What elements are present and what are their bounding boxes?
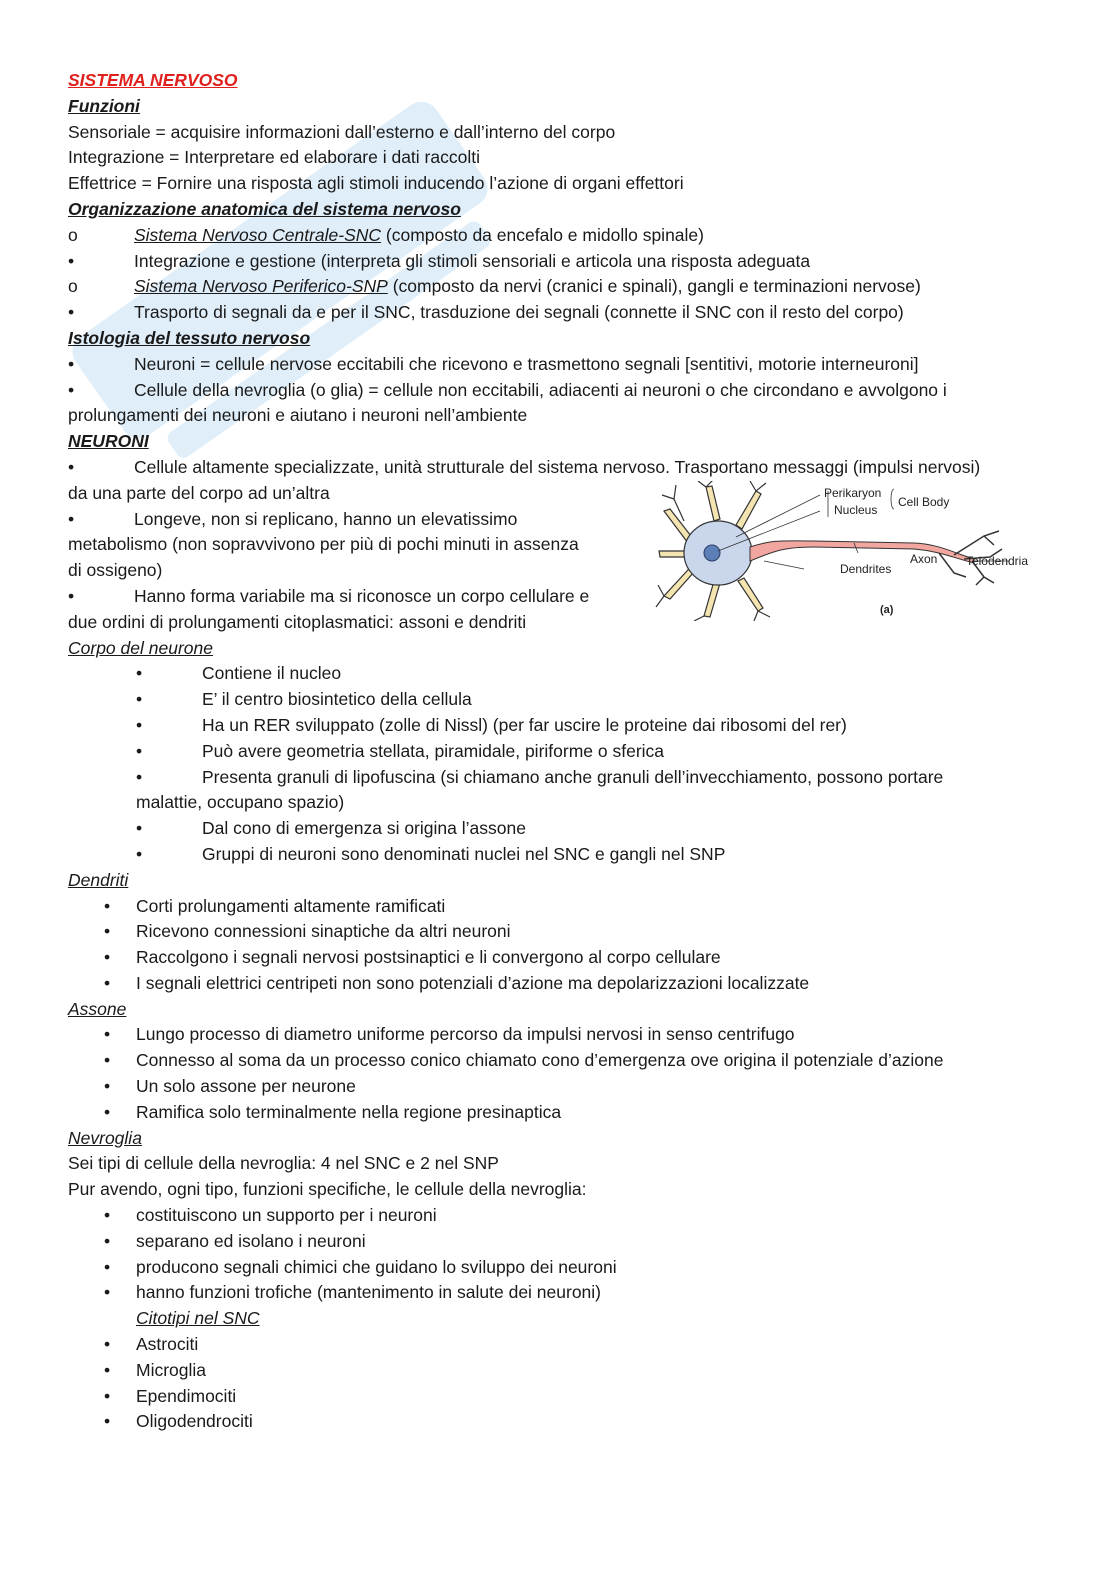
section-heading-neuroni: NEURONI [68,431,149,452]
bullet-marker: • [104,1256,111,1277]
list-item: • Cellule della nevroglia (o glia) = cellule non eccitabili, adiacenti ai neuroni o che circondano e avvolgono i [68,378,1058,404]
list-item: • Dal cono di emergenza si origina l’assone [68,816,1058,842]
text-line: Effettrice = Fornire una risposta agli stimoli inducendo l’azione di organi effettori [68,173,684,194]
bullet-marker: • [68,456,75,477]
bullet-marker: • [104,972,111,993]
list-item: • Hanno forma variabile ma si riconosce un corpo cellulare e [68,584,1058,610]
bullet-marker: • [68,302,75,323]
list-item: • Astrociti [68,1332,1058,1358]
list-item: • Lungo processo di diametro uniforme percorso da impulsi nervosi in senso centrifugo [68,1022,1058,1048]
neuron-diagram [654,481,1044,621]
text-line: da una parte del corpo ad un’altra [68,482,330,503]
bullet-marker: • [104,1205,111,1226]
list-item: o Sistema Nervoso Centrale-SNC (composto da encefalo e midollo spinale) [68,223,1058,249]
section-heading-dendriti: Dendriti [68,869,129,890]
bullet-marker: • [68,379,75,400]
list-item: • E’ il centro biosintetico della cellula [68,687,1058,713]
text-line: Pur avendo, ogni tipo, funzioni specifiche, le cellule della nevroglia: [68,1179,587,1200]
list-item: • Longeve, non si replicano, hanno un elevatissimo [68,507,1058,533]
text-line: malattie, occupano spazio) [136,792,345,813]
list-item: • Presenta granuli di lipofuscina (si chiamano anche granuli dell’invecchiamento, possono portare [68,765,1058,791]
bullet-marker: • [136,689,143,710]
list-item: • Integrazione e gestione (interpreta gli stimoli sensoriali e articola una risposta adeguata [68,249,1058,275]
label-telodendria: Telodendria [965,554,1028,568]
label-cell-body: Cell Body [898,495,950,509]
bullet-marker: • [104,1050,111,1071]
list-item: • Ependimociti [68,1384,1058,1410]
snc-link: Sistema Nervoso Centrale-SNC [134,224,382,245]
list-item: • Ha un RER sviluppato (zolle di Nissl) (per far uscire le proteine dai ribosomi del rer) [68,713,1058,739]
list-item: • Gruppi di neuroni sono denominati nuclei nel SNC e gangli nel SNP [68,842,1058,868]
section-heading-nevroglia: Nevroglia [68,1127,142,1148]
list-item: • Neuroni = cellule nervose eccitabili che ricevono e trasmettono segnali [sentitivi, motorie interneuroni] [68,352,1058,378]
document-page [68,68,1058,1435]
text-line: metabolismo (non sopravvivono per più di pochi minuti in assenza [68,534,579,555]
list-item: • separano ed isolano i neuroni [68,1229,1058,1255]
bullet-marker: • [136,766,143,787]
bullet-marker: • [136,714,143,735]
bullet-marker: • [104,1385,111,1406]
list-item: • Può avere geometria stellata, piramidale, piriforme o sferica [68,739,1058,765]
list-item: o Sistema Nervoso Periferico-SNP (composto da nervi (cranici e spinali), gangli e terminazioni nervose) [68,274,1058,300]
bullet-marker: • [104,947,111,968]
bullet-marker: • [104,1359,111,1380]
circle-marker: o [68,224,78,245]
section-heading-organizzazione: Organizzazione anatomica del sistema nervoso [68,198,461,219]
label-nucleus: Nucleus [834,503,878,517]
bullet-marker: • [136,740,143,761]
axon-shape [750,541,974,563]
bullet-marker: • [104,1230,111,1251]
list-item: • I segnali elettrici centripeti non sono potenziali d’azione ma depolarizzazioni localizzate [68,971,1058,997]
bullet-marker: • [104,1282,111,1303]
text-line: due ordini di prolungamenti citoplasmatici: assoni e dendriti [68,611,527,632]
bullet-marker: • [68,508,75,529]
section-heading-assone: Assone [68,998,127,1019]
list-item: • Oligodendrociti [68,1409,1058,1435]
list-item: • Ricevono connessioni sinaptiche da altri neuroni [68,919,1058,945]
bullet-marker: • [136,843,143,864]
label-axon: Axon [910,552,938,566]
section-heading-istologia: Istologia del tessuto nervoso [68,327,311,348]
bullet-marker: • [104,921,111,942]
list-item: • Ramifica solo terminalmente nella regione presinaptica [68,1100,1058,1126]
bullet-marker: • [104,1076,111,1097]
bullet-marker: • [68,585,75,606]
bullet-marker: • [104,1411,111,1432]
bullet-marker: • [104,1024,111,1045]
bullet-marker: • [104,895,111,916]
section-heading-corpo: Corpo del neurone [68,637,213,658]
list-item: • hanno funzioni trofiche (mantenimento in salute dei neuroni) [68,1280,1058,1306]
bullet-marker: • [104,1334,111,1355]
list-item: • Un solo assone per neurone [68,1074,1058,1100]
text-line: di ossigeno) [68,560,163,581]
section-heading-funzioni: Funzioni [68,95,140,116]
label-dendrites: Dendrites [840,562,892,576]
bullet-marker: • [136,818,143,839]
list-item: • Connesso al soma da un processo conico chiamato cono d’emergenza ove origina il potenziale d’azione [68,1048,1058,1074]
list-item: • producono segnali chimici che guidano lo sviluppo dei neuroni [68,1255,1058,1281]
snp-link: Sistema Nervoso Periferico-SNP [134,276,388,297]
bullet-marker: • [104,1101,111,1122]
page-title: SISTEMA NERVOSO [68,70,238,90]
figure-caption: (a) [880,604,894,616]
circle-marker: o [68,276,78,297]
list-item: • Cellule altamente specializzate, unità strutturale del sistema nervoso. Trasportano messaggi (impulsi nervosi) [68,455,1058,481]
list-item: • Microglia [68,1358,1058,1384]
list-item: • Corti prolungamenti altamente ramificati [68,894,1058,920]
text-line: Sensoriale = acquisire informazioni dall’esterno e dall’interno del corpo [68,121,616,142]
text-line: Sei tipi di cellule della nevroglia: 4 nel SNC e 2 nel SNP [68,1153,499,1174]
text-line: Integrazione = Interpretare ed elaborare i dati raccolti [68,147,480,168]
list-item: • Contiene il nucleo [68,661,1058,687]
list-item: • costituiscono un supporto per i neuroni [68,1203,1058,1229]
label-perikaryon: Perikaryon [824,486,882,500]
list-item: • Trasporto di segnali da e per il SNC, trasduzione dei segnali (connette il SNC con il resto del corpo) [68,300,1058,326]
bullet-marker: • [136,663,143,684]
text-line: prolungamenti dei neuroni e aiutano i neuroni nell’ambiente [68,405,528,426]
bullet-marker: • [68,250,75,271]
bullet-marker: • [68,353,75,374]
list-item: • Raccolgono i segnali nervosi postsinaptici e li convergono al corpo cellulare [68,945,1058,971]
nucleus-shape [704,545,720,561]
subheading-citotipi: Citotipi nel SNC [136,1308,260,1329]
